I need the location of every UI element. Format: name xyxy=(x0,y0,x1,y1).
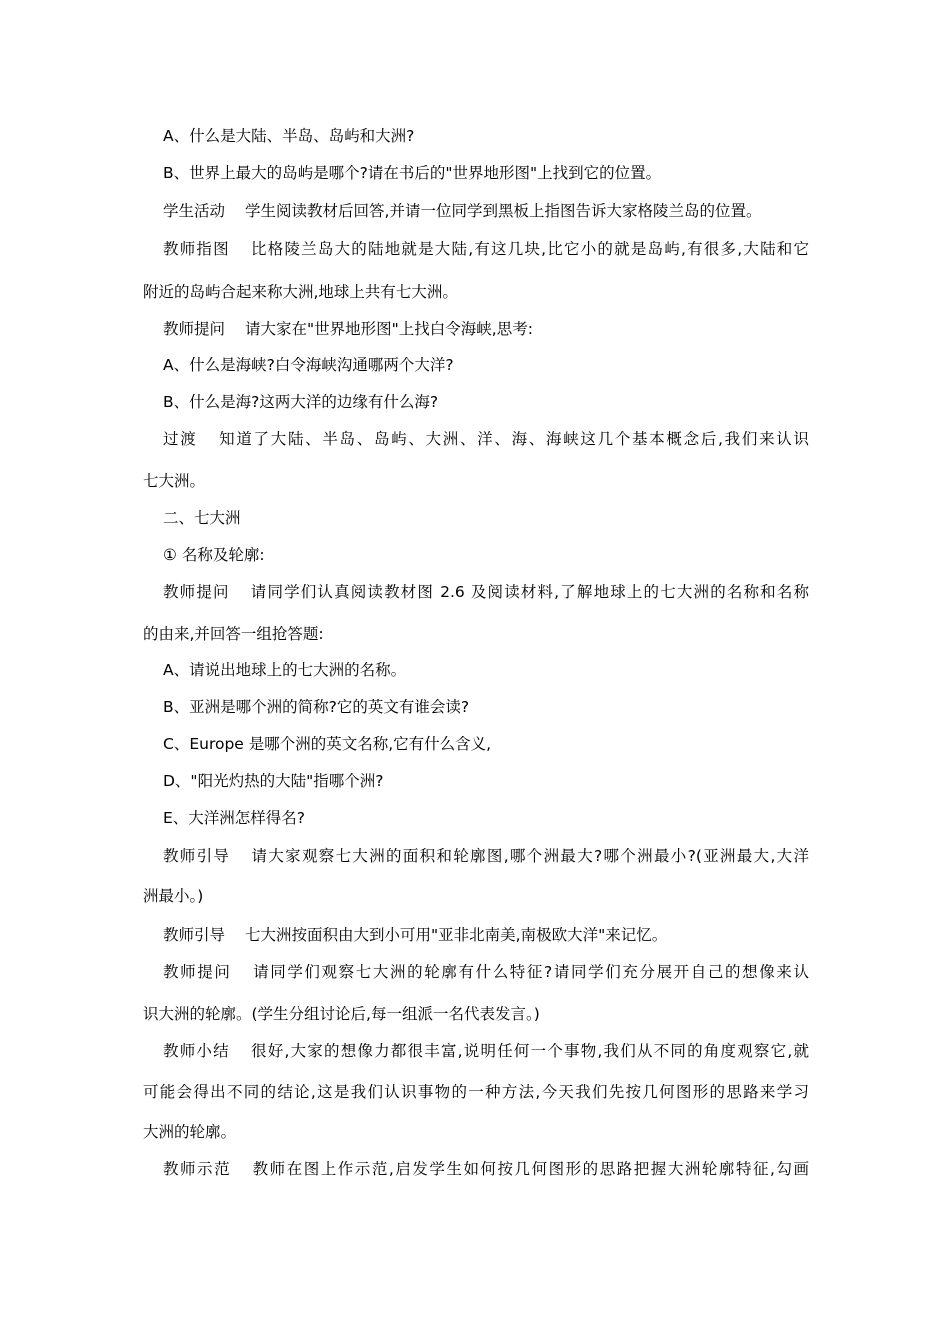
paragraph-text: 教师在图上作示范,启发学生如何按几何图形的思路把握大洲轮廓特征,勾画 xyxy=(251,1160,809,1178)
paragraph-line xyxy=(163,925,809,945)
paragraph-text: 大洲的轮廓。 xyxy=(143,1123,237,1141)
role-label: 教师引导 xyxy=(163,847,231,865)
question-c-text: C、Europe 是哪个洲的英文名称,它有什么含义, xyxy=(163,735,492,753)
question-b-text: B、什么是海?这两大洋的边缘有什么海? xyxy=(163,393,439,411)
paragraph-line xyxy=(163,582,809,602)
question-b-text: B、亚洲是哪个洲的简称?它的英文有谁会读? xyxy=(163,698,470,716)
role-label: 教师引导 xyxy=(163,926,226,944)
question-e-text: E、大洋洲怎样得名? xyxy=(163,809,306,827)
paragraph-text: 的由来,并回答一组抢答题: xyxy=(143,625,324,643)
paragraph-line xyxy=(163,1159,809,1179)
paragraph-text: 很好,大家的想像力都很丰富,说明任何一个事物,我们从不同的角度观察它,就 xyxy=(249,1042,809,1060)
paragraph-text: 学生阅读教材后回答,并请一位同学到黑板上指图告诉大家格陵兰岛的位置。 xyxy=(245,202,762,220)
role-label: 教师小结 xyxy=(163,1042,230,1060)
paragraph-line xyxy=(163,239,809,259)
paragraph-text: 比格陵兰岛大的陆地就是大陆,有这几块,比它小的就是岛屿,有很多,大陆和它 xyxy=(249,240,809,258)
question-a-text: A、请说出地球上的七大洲的名称。 xyxy=(163,661,407,679)
paragraph-text: 洲最小。) xyxy=(143,887,204,905)
paragraph-line xyxy=(163,429,809,449)
section-heading: 二、七大洲 xyxy=(163,509,241,527)
role-label: 教师提问 xyxy=(163,583,230,601)
paragraph-line xyxy=(163,1041,809,1061)
paragraph-text: 请同学们认真阅读教材图 2.6 及阅读材料,了解地球上的七大洲的名称和名称 xyxy=(249,583,809,601)
subsection-heading: ① 名称及轮廓: xyxy=(163,546,265,564)
paragraph-line xyxy=(163,201,809,221)
question-a-text: A、什么是大陆、半岛、岛屿和大洲? xyxy=(163,127,415,145)
paragraph-text: 识大洲的轮廓。(学生分组讨论后,每一组派一名代表发言。) xyxy=(143,1005,540,1023)
role-label: 过渡 xyxy=(163,430,198,448)
paragraph-text: 可能会得出不同的结论,这是我们认识事物的一种方法,今天我们先按几何图形的思路来学习 xyxy=(143,1083,809,1101)
paragraph-line xyxy=(163,962,809,982)
role-label: 学生活动 xyxy=(163,202,226,220)
role-label: 教师提问 xyxy=(163,963,232,981)
paragraph-text: 附近的岛屿合起来称大洲,地球上共有七大洲。 xyxy=(143,283,458,301)
paragraph-text: 请大家在"世界地形图"上找白令海峡,思考: xyxy=(245,320,533,338)
question-b-text: B、世界上最大的岛屿是哪个?请在书后的"世界地形图"上找到它的位置。 xyxy=(163,164,662,182)
role-label: 教师提问 xyxy=(163,320,226,338)
paragraph-text: 请大家观察七大洲的面积和轮廓图,哪个洲最大?哪个洲最小?(亚洲最大,大洋 xyxy=(250,847,809,865)
role-label: 教师指图 xyxy=(163,240,230,258)
paragraph-text: 七大洲。 xyxy=(143,472,206,490)
paragraph-line xyxy=(163,319,809,339)
paragraph-text: 知道了大陆、半岛、岛屿、大洲、洋、海、海峡这几个基本概念后,我们来认识 xyxy=(217,430,809,448)
question-d-text: D、"阳光灼热的大陆"指哪个洲? xyxy=(163,772,384,790)
paragraph-text: 请同学们观察七大洲的轮廓有什么特征?请同学们充分展开自己的想像来认 xyxy=(251,963,809,981)
paragraph-text: 七大洲按面积由大到小可用"亚非北南美,南极欧大洋"来记忆。 xyxy=(245,926,668,944)
paragraph-line xyxy=(163,846,809,866)
question-a-text: A、什么是海峡?白令海峡沟通哪两个大洋? xyxy=(163,356,454,374)
role-label: 教师示范 xyxy=(163,1160,232,1178)
